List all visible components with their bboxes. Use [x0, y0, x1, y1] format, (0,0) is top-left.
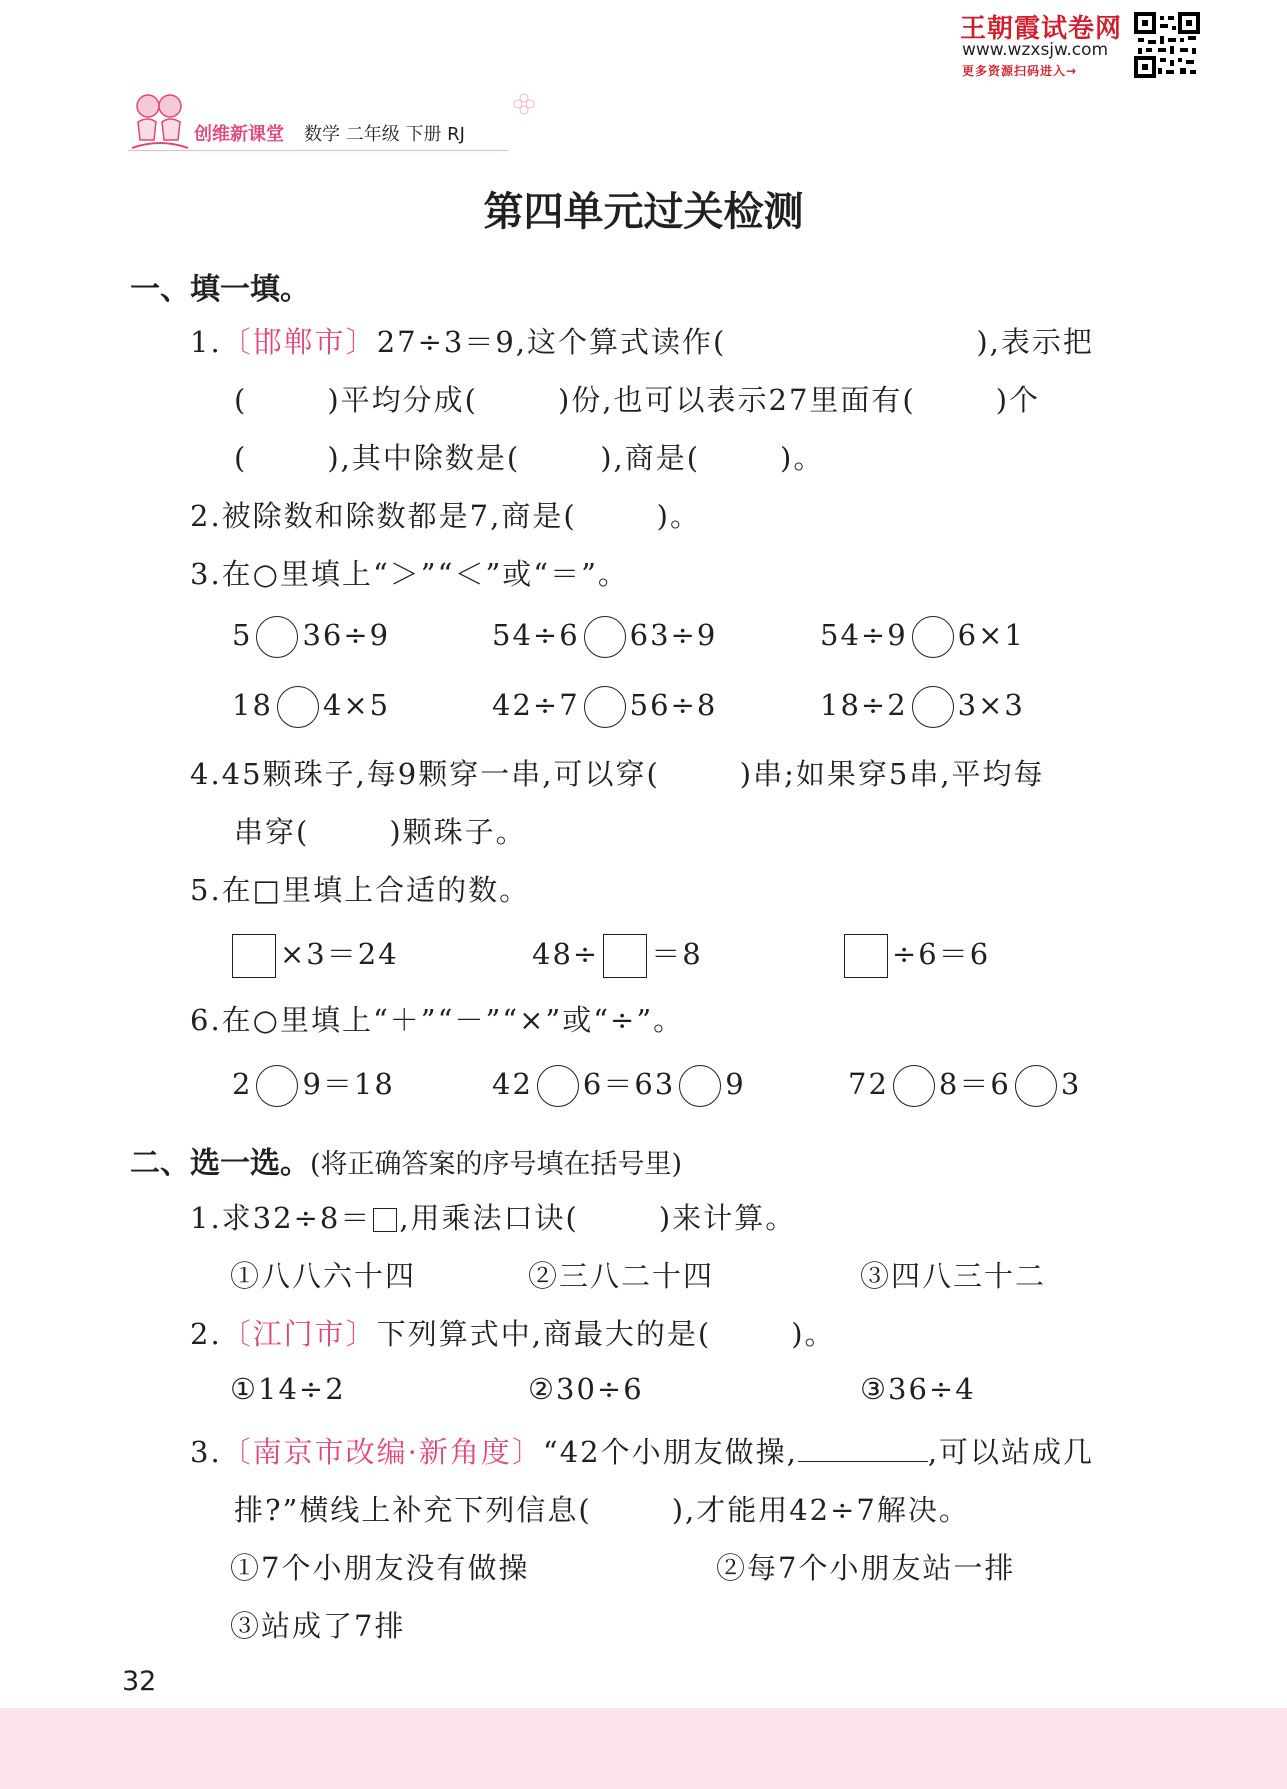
- q3-item-2: [492, 616, 717, 658]
- s2-q3-text-b: ,可以站成几: [927, 1435, 1095, 1469]
- q5-expr-text: ×3＝24: [280, 937, 399, 971]
- q3-item-left: 18÷2: [820, 688, 908, 722]
- q6-expr-text: 8＝6: [938, 1067, 1011, 1101]
- s2-q3-option-1[interactable]: ①7个小朋友没有做操: [230, 1551, 530, 1585]
- q3-item-right: 36÷9: [302, 618, 391, 652]
- section-2-heading: 二、选一选。: [130, 1146, 310, 1181]
- s2-q2-option-1[interactable]: ①14÷2: [230, 1372, 346, 1406]
- q3-line: [190, 552, 629, 593]
- q6-expr-text: 72: [848, 1067, 889, 1101]
- q1-text-h: ),其中除数是(: [327, 441, 521, 475]
- q6-expr-text: 9＝18: [302, 1067, 395, 1101]
- q2-line: [190, 494, 701, 535]
- q6-expr-text: 3: [1060, 1067, 1082, 1101]
- q1-text-d: )平均分成(: [327, 383, 478, 417]
- fill-box[interactable]: [232, 934, 276, 978]
- q4-text-a: 45颗珠子,每9颗穿一串,可以穿(: [221, 757, 660, 791]
- s2-q1-option-2[interactable]: ②三八二十四: [528, 1259, 715, 1293]
- s2-q2-line: [190, 1312, 836, 1353]
- q5-expr-text: 48÷: [532, 937, 600, 971]
- s2-q3-number: 3.: [190, 1435, 222, 1469]
- q3-item-right: 3×3: [957, 688, 1025, 722]
- square-placeholder: [373, 1208, 397, 1232]
- q2-text-b: )。: [656, 499, 701, 533]
- q3-item-left: 42÷7: [492, 688, 580, 722]
- s2-q3-option-2[interactable]: ②每7个小朋友站一排: [716, 1551, 1016, 1585]
- q3-item-6: [820, 686, 1025, 728]
- q3-text: 在○里填上“＞”“＜”或“＝”。: [221, 557, 629, 591]
- q3-item-4: [232, 686, 390, 728]
- operator-circle[interactable]: [256, 1065, 298, 1107]
- q3-item-right: 4×5: [322, 688, 391, 722]
- q5-text: 在□里填上合适的数。: [221, 873, 531, 907]
- compare-circle[interactable]: [912, 616, 954, 658]
- compare-circle[interactable]: [256, 616, 298, 658]
- q6-line: [190, 998, 684, 1039]
- q5-expr-text: ÷6＝6: [892, 937, 991, 971]
- header-divider: [128, 150, 508, 151]
- fill-box[interactable]: [603, 934, 647, 978]
- q6-expr-3: [848, 1062, 1081, 1107]
- section-2-note: (将正确答案的序号填在括号里): [310, 1149, 683, 1180]
- q1-source: 〔邯郸市〕: [221, 325, 377, 359]
- q1-line-2: [234, 378, 1040, 419]
- q5-number: 5.: [190, 873, 222, 907]
- s2-q1-option-1[interactable]: ①八八六十四: [230, 1259, 417, 1293]
- section-2-heading-row: [130, 1138, 682, 1182]
- q5-expr-1: [228, 932, 399, 978]
- s2-q3-underline-blank[interactable]: [798, 1432, 928, 1462]
- q6-text: 在○里填上“＋”“－”“×”或“÷”。: [221, 1003, 685, 1037]
- fill-box[interactable]: [844, 934, 888, 978]
- s2-q3-option-3[interactable]: ③站成了7排: [230, 1609, 406, 1643]
- s2-q3-text-d: ),才能用42÷7解决。: [671, 1493, 970, 1527]
- q4-line-2: [234, 810, 527, 851]
- q5-expr-2: [532, 932, 703, 978]
- q1-number: 1.: [190, 325, 222, 359]
- brand-name: 王朝霞试卷网: [960, 14, 1123, 44]
- q3-item-5: [492, 686, 717, 728]
- s2-q2-text-b: )。: [791, 1317, 836, 1351]
- q1-line-3: [234, 436, 824, 477]
- q3-item-left: 18: [232, 688, 273, 722]
- q5-expr-3: [840, 932, 990, 978]
- q6-expr-text: 42: [492, 1067, 533, 1101]
- q4-line-1: [190, 752, 1045, 793]
- section-1-heading: 一、填一填。: [130, 272, 310, 307]
- s2-q3-text-a: “42个小朋友做操,: [542, 1435, 798, 1469]
- q1-text-b: ),表示把: [976, 325, 1094, 359]
- footer-band: [0, 1708, 1287, 1789]
- q4-text-c: 串穿(: [234, 815, 310, 849]
- q4-text-d: )颗珠子。: [389, 815, 527, 849]
- q1-text-e: )份,也可以表示27里面有(: [557, 383, 916, 417]
- q1-text-g: (: [234, 441, 248, 475]
- s2-q1-number: 1.: [190, 1201, 222, 1235]
- flower-icon: [512, 92, 536, 116]
- q3-item-3: [820, 616, 1025, 658]
- series-info: 数学 二年级 下册 RJ: [304, 124, 465, 145]
- s2-q2-source: 〔江门市〕: [221, 1317, 377, 1351]
- page-number: 32: [122, 1666, 157, 1697]
- q3-item-left: 54÷6: [492, 618, 580, 652]
- q5-expr-text: ＝8: [651, 937, 703, 971]
- q1-text-f: )个: [995, 383, 1041, 417]
- q1-text-j: )。: [780, 441, 825, 475]
- q1-line-1: [190, 320, 1094, 361]
- s2-q2-option-3[interactable]: ③36÷4: [860, 1372, 976, 1406]
- q3-item-left: 54÷9: [820, 618, 908, 652]
- qr-code-icon[interactable]: [1134, 12, 1200, 78]
- s2-q2-text-a: 下列算式中,商最大的是(: [376, 1317, 712, 1351]
- q3-item-left: 5: [232, 618, 253, 652]
- s2-q3-line-1: [190, 1430, 1094, 1471]
- s2-q3-line-2: [234, 1488, 970, 1529]
- series-name: 创维新课堂: [194, 124, 284, 145]
- q6-expr-text: 2: [232, 1067, 253, 1101]
- s2-q1-text-b: ,用乘法口诀(: [399, 1201, 579, 1235]
- operator-circle[interactable]: [893, 1065, 935, 1107]
- s2-q3-text-c: 排?”横线上补充下列信息(: [234, 1493, 592, 1527]
- q3-item-1: [232, 616, 390, 658]
- kids-logo-icon: [126, 88, 194, 156]
- q3-item-right: 63÷9: [629, 618, 718, 652]
- q1-text-c: (: [234, 383, 248, 417]
- q5-line: [190, 868, 530, 909]
- q6-expr-1: [232, 1062, 395, 1107]
- q4-number: 4.: [190, 757, 222, 791]
- brand-tagline: 更多资源扫码进入→: [962, 64, 1078, 78]
- s2-q2-number: 2.: [190, 1317, 222, 1351]
- operator-circle[interactable]: [679, 1065, 721, 1107]
- q2-text-a: 被除数和除数都是7,商是(: [221, 499, 577, 533]
- compare-circle[interactable]: [584, 686, 626, 728]
- q6-expr-text: 6＝63: [582, 1067, 676, 1101]
- s2-q1-text-a: 求32÷8＝: [221, 1201, 372, 1235]
- q1-text-i: ),商是(: [600, 441, 701, 475]
- q6-expr-2: [492, 1062, 746, 1107]
- s2-q1-text-c: )来计算。: [658, 1201, 797, 1235]
- s2-q1-option-3[interactable]: ③四八三十二: [860, 1259, 1047, 1293]
- q4-text-b: )串;如果穿5串,平均每: [739, 757, 1045, 791]
- brand-url: www.wzxsjw.com: [962, 40, 1109, 60]
- q1-text-a: 27÷3＝9,这个算式读作(: [376, 325, 727, 359]
- compare-circle[interactable]: [912, 686, 954, 728]
- q3-item-right: 6×1: [957, 618, 1025, 652]
- q2-number: 2.: [190, 499, 222, 533]
- operator-circle[interactable]: [1015, 1065, 1057, 1107]
- s2-q3-source: 〔南京市改编·新角度〕: [221, 1435, 543, 1469]
- q3-number: 3.: [190, 557, 222, 591]
- compare-circle[interactable]: [277, 686, 319, 728]
- s2-q2-option-2[interactable]: ②30÷6: [528, 1372, 644, 1406]
- q6-expr-text: 9: [725, 1067, 746, 1101]
- compare-circle[interactable]: [584, 616, 626, 658]
- operator-circle[interactable]: [537, 1065, 579, 1107]
- page-title: 第四单元过关检测: [483, 189, 804, 235]
- s2-q1-line: [190, 1196, 796, 1237]
- q6-number: 6.: [190, 1003, 222, 1037]
- q3-item-right: 56÷8: [629, 688, 718, 722]
